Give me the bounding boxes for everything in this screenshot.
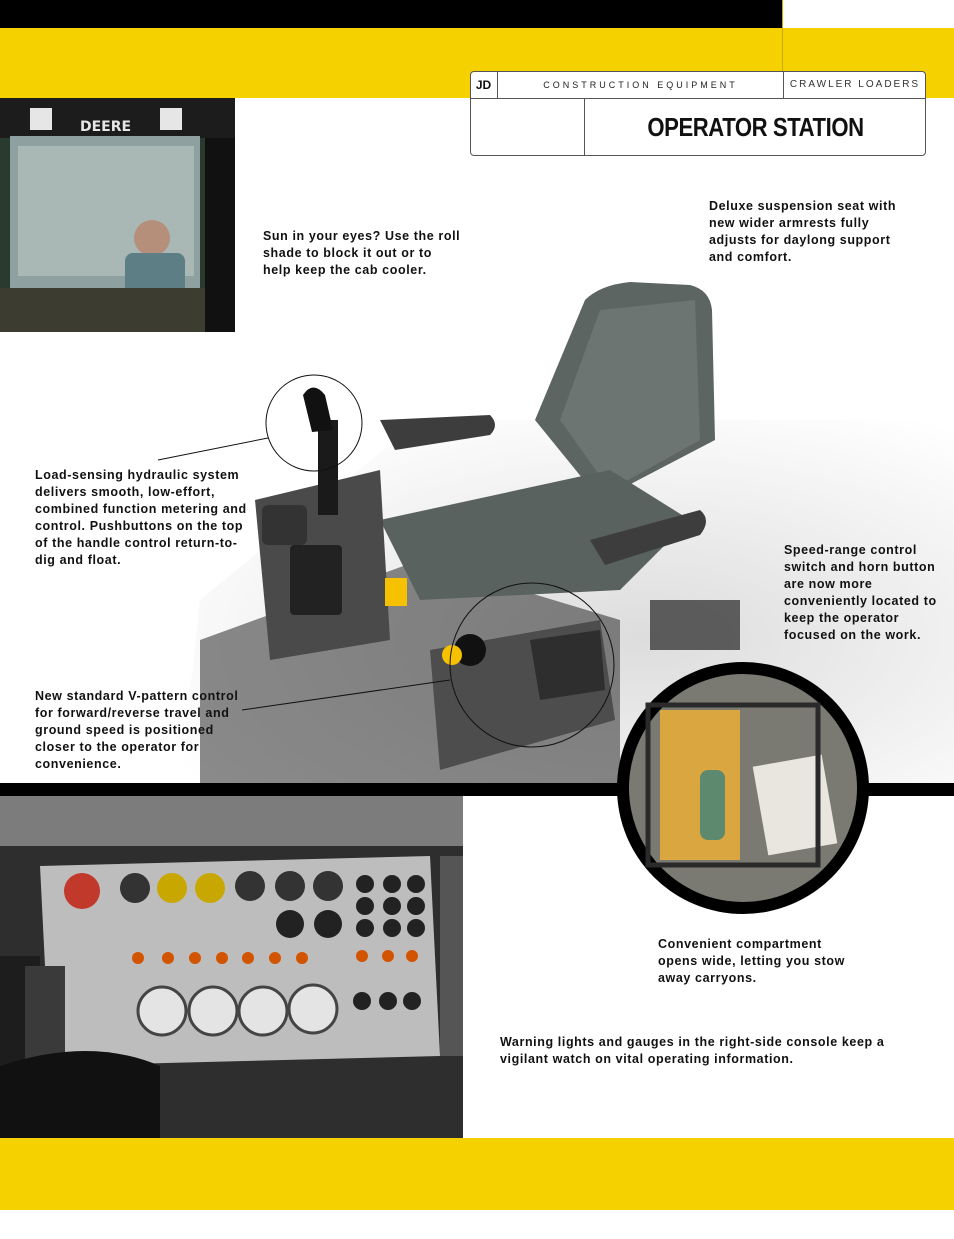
console-photo	[0, 796, 463, 1138]
caption-v-pattern: New standard V-pattern control for forward/reverse travel and ground speed is positioned closer to the operator for convenience.	[35, 689, 239, 771]
caption-hydraulic-system: Load-sensing hydraulic system delivers smooth, low-effort, combined function metering and control. Pushbuttons on the top of the handle control return-to-dig and float.	[35, 468, 247, 567]
caption-suspension-seat: Deluxe suspension seat with new wider armrests fully adjusts for daylong support and comfort.	[709, 199, 897, 264]
caption-warning-lights: Warning lights and gauges in the right-side console keep a vigilant watch on vital operating information.	[500, 1035, 885, 1066]
middle-black-bar	[0, 783, 954, 796]
product-line-label: CRAWLER LOADERS	[783, 71, 926, 99]
brand-code: JD	[470, 71, 498, 99]
caption-speed-range: Speed-range control switch and horn button are now more conveniently located to keep the operator focused on the work.	[784, 543, 937, 642]
page-title: OPERATOR STATION	[647, 112, 864, 142]
caption-roll-shade: Sun in your eyes? Use the roll shade to block it out or to help keep the cab cooler.	[263, 229, 461, 277]
category-label: CONSTRUCTION EQUIPMENT	[543, 80, 738, 90]
cab-sign-text: DEERE	[80, 119, 132, 135]
console-illustration	[0, 796, 463, 1138]
caption-compartment: Convenient compartment opens wide, letting you stow away carryons.	[658, 937, 845, 985]
bottom-yellow-band	[0, 1138, 954, 1210]
